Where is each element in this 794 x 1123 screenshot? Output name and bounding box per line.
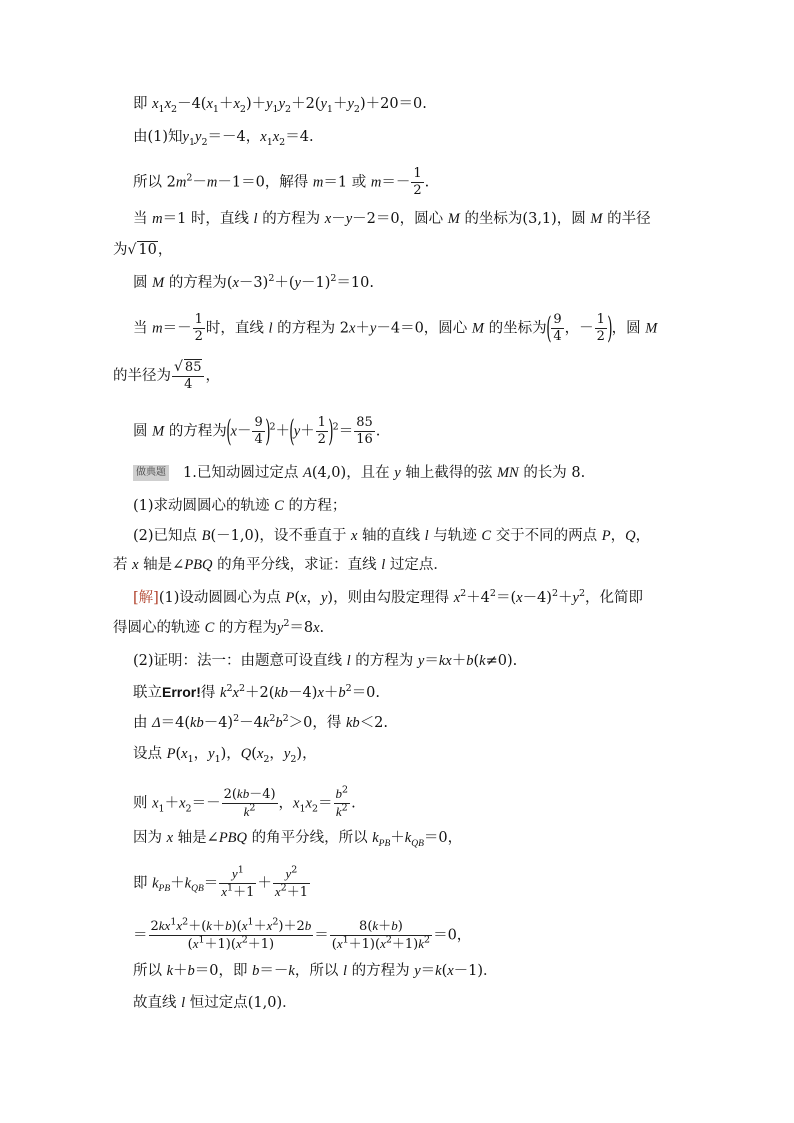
- example-tag: 做典题: [133, 465, 169, 481]
- solution-step-7: 因为 x 轴是∠PBQ 的角平分线，所以 $k_{PB}+k_{QB}=0$，: [133, 830, 463, 849]
- solution-step-8: 即 $k_{PB}+k_{QB}=$ $\frac{y^1}{x^1+1}$ ＋ $\frac{y^2}{x^2+1}$: [133, 864, 308, 900]
- solution-line-1: 即 $x_1x_2-4(x_1+x_2)+y_1y_2+2(y_1+y_2)+20=0$.: [133, 96, 427, 115]
- solution-line-2: 由(1)知$y_1y_2=-4$，$x_1x_2=4$.: [133, 129, 314, 148]
- fraction-nine-quarters: $\frac{9}{4}$: [254, 415, 263, 447]
- question-part-2: (2)已知点 B(－1,0)，设不垂直于 x 轴的直线 l 与轨迹 C 交于不同的两点 P，Q，: [133, 528, 651, 544]
- solution-step-1: [解](1)设动圆圆心为点 P(x，y)，则由勾股定理得 $x^2+4^2=(x-4)^2+y^2$，化简即: [133, 588, 643, 606]
- solution-step-10: 所以 k＋b＝0，即 b＝－k，所以 l 的方程为 y＝k(x－1)．: [133, 963, 498, 979]
- solution-step-2: (2)证明：法一：由题意可设直线 l 的方程为 y＝kx＋b(k≠0).: [133, 653, 518, 669]
- fraction-one-half: $\frac{1}{2}$: [596, 312, 605, 344]
- solution-line-4: 当 m＝1 时，直线 l 的方程为 x－y－2＝0，圆心 M 的坐标为(3,1)，圆 M 的半径: [133, 211, 651, 227]
- fraction-sqrt85-over-4: $\frac{√ 85}{4}$: [172, 359, 204, 393]
- fraction-one-half: $\frac{1}{2}$: [413, 166, 422, 198]
- fraction-slope-pb: $\frac{y^1}{x^1+1}$: [221, 864, 255, 900]
- solution-line-8: 的半径为 $\frac{√ 85}{4}$ ，: [113, 359, 220, 392]
- fraction-expanded-sum: $\frac{2kx^1x^2+(k+b)(x^1+x^2)+2b}{(x^1+1)(x^2+1)}$: [150, 916, 312, 952]
- solution-step-4: 由 $\Delta=4(kb-4)^2-4k^2b^2>0$，得 kb＜2.: [133, 713, 389, 731]
- fraction-85-over-16: $\frac{85}{16}$: [356, 415, 373, 447]
- solution-conclusion: 故直线 l 恒过定点(1,0)．: [133, 995, 297, 1011]
- solution-line-9: 圆 M 的方程为(x－ $\frac{9}{4}$ )$^2$＋(y＋ $\frac{1}{2}$ )$^2$＝ $\frac{85}{16}$ .: [133, 413, 381, 449]
- solution-line-3: 所以 $2m^2-m-1=0$，解得 m＝1 或 m＝－ $\frac{1}{2}$ .: [133, 166, 430, 198]
- fraction-simplified: $\frac{8(k+b)}{(x^1+1)(x^2+1)k^2}$: [331, 918, 431, 952]
- solution-line-5: 为√ 10，: [113, 242, 173, 258]
- solution-step-1-cont: 得圆心的轨迹 C 的方程为$y^2=8x$.: [113, 618, 325, 636]
- question-intro: 做典题 1.已知动圆过定点 A(4,0)，且在 y 轴上截得的弦 MN 的长为 8.: [133, 463, 585, 483]
- solution-line-7: 当 m＝－ $\frac{1}{2}$ 时，直线 l 的方程为 2x＋y－4＝0，圆心 M 的坐标为( $\frac{9}{4}$ ，－ $\frac{1}{2}$ )，圆 M: [133, 310, 658, 346]
- fraction-one-half: $\frac{1}{2}$: [194, 312, 203, 344]
- question-part-1: (1)求动圆圆心的轨迹 C 的方程；: [133, 498, 347, 514]
- solution-step-6: 则 $x_1+x_2=-$ $\frac{2(kb-4)}{k^2}$ ，$x_1x_2=$ $\frac{b^2}{k^2}$ .: [133, 784, 356, 819]
- fraction-nine-quarters: $\frac{9}{4}$: [553, 312, 562, 344]
- question-part-2-cont: 若 x 轴是∠PBQ 的角平分线，求证：直线 l 过定点．: [113, 557, 448, 573]
- fraction-one-half: $\frac{1}{2}$: [317, 415, 326, 447]
- solution-line-6: 圆 M 的方程为$(x-3)^2+(y-1)^2=10$.: [133, 273, 374, 291]
- fraction-sum-roots: $\frac{2(kb-4)}{k^2}$: [223, 786, 276, 819]
- solution-step-9: ＝ $\frac{2kx^1x^2+(k+b)(x^1+x^2)+2b}{(x^1+1)(x^2+1)}$ ＝ $\frac{8(k+b)}{(x^1+1)(x^2+1)k^2}$ ＝0，: [133, 916, 472, 952]
- fraction-slope-qb: $\frac{y^2}{x^2+1}$: [274, 864, 308, 900]
- solution-step-5: 设点 $P(x_1$，$y_1$)，$Q(x_2$，$y_2$)，: [133, 746, 317, 765]
- solution-step-3: 联立Error!得 $k^2x^2+2(kb-4)x+b^2=0$.: [133, 683, 381, 701]
- fraction-product-roots: $\frac{b^2}{k^2}$: [335, 784, 349, 819]
